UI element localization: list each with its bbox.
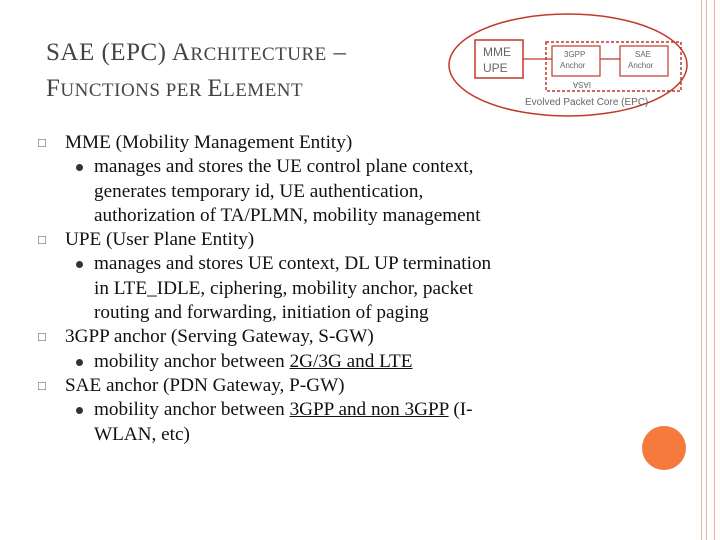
- hollow-square-bullet-icon: □: [38, 135, 46, 150]
- bullet-text: MME (Mobility Management Entity): [65, 132, 353, 153]
- slide-title: [46, 36, 347, 108]
- list-subitem: [38, 155, 638, 228]
- subitem-text: WLAN, etc): [94, 423, 190, 445]
- gpp-label: 3GPP: [564, 50, 586, 59]
- subitem-underlined-text: 3GPP and non 3GPP: [289, 399, 449, 421]
- subitem-text: manages and stores the UE control plane context,: [94, 156, 474, 178]
- filled-dot-bullet-icon: [76, 407, 83, 414]
- upe-label: UPE: [483, 61, 508, 75]
- title-text: SAE (EPC) A: [46, 39, 191, 66]
- bullet-text: UPE (User Plane Entity): [65, 229, 255, 251]
- title-text: RCHITECTURE: [190, 44, 327, 65]
- hollow-square-bullet-icon: □: [38, 329, 46, 345]
- title-text: LEMENT: [223, 80, 304, 101]
- subitem-text: in LTE_IDLE, ciphering, mobility anchor, packet: [94, 277, 473, 299]
- subitem-text: routing and forwarding, initiation of paging: [94, 302, 429, 324]
- list-subitem: [38, 252, 638, 325]
- subitem-text: generates temporary id, UE authentication,: [94, 180, 424, 202]
- hollow-square-bullet-icon: □: [38, 232, 46, 248]
- mme-label: MME: [483, 45, 511, 59]
- anchor-label: Anchor: [628, 61, 654, 70]
- title-text: E: [207, 75, 224, 102]
- sae-label: SAE: [635, 50, 652, 59]
- title-text: –: [326, 39, 347, 66]
- hollow-square-bullet-icon: □: [38, 377, 46, 393]
- filled-dot-bullet-icon: [76, 261, 83, 268]
- subitem-text: mobility anchor between: [94, 350, 290, 372]
- anchor-label: Anchor: [560, 61, 586, 70]
- list-item: [38, 131, 638, 155]
- decorative-orange-circle: [642, 426, 686, 470]
- subitem-text: mobility anchor between: [94, 399, 290, 421]
- subitem-text: authorization of TA/PLMN, mobility management: [94, 204, 481, 226]
- list-item: [38, 228, 638, 252]
- subitem-underlined-text: 2G/3G and LTE: [289, 350, 413, 372]
- filled-dot-bullet-icon: [76, 359, 83, 366]
- title-text: F: [46, 75, 61, 102]
- list-subitem: [38, 398, 638, 447]
- iasa-label: IASA: [572, 80, 591, 89]
- list-item: [38, 374, 638, 398]
- list-item: [38, 325, 638, 349]
- epc-label: Evolved Packet Core (EPC): [525, 97, 649, 108]
- decorative-side-bar: [706, 0, 715, 540]
- subitem-text: (I-: [448, 399, 473, 421]
- decorative-line: [701, 0, 702, 540]
- epc-diagram: [447, 12, 689, 118]
- bullet-text: SAE anchor (PDN Gateway, P-GW): [65, 374, 345, 396]
- filled-dot-bullet-icon: [76, 164, 83, 171]
- list-subitem: [38, 350, 638, 374]
- bullet-list: [38, 131, 638, 447]
- title-text: UNCTIONS PER: [60, 80, 208, 101]
- bullet-text: 3GPP anchor (Serving Gateway, S-GW): [65, 326, 374, 348]
- subitem-text: manages and stores UE context, DL UP termination: [94, 253, 492, 275]
